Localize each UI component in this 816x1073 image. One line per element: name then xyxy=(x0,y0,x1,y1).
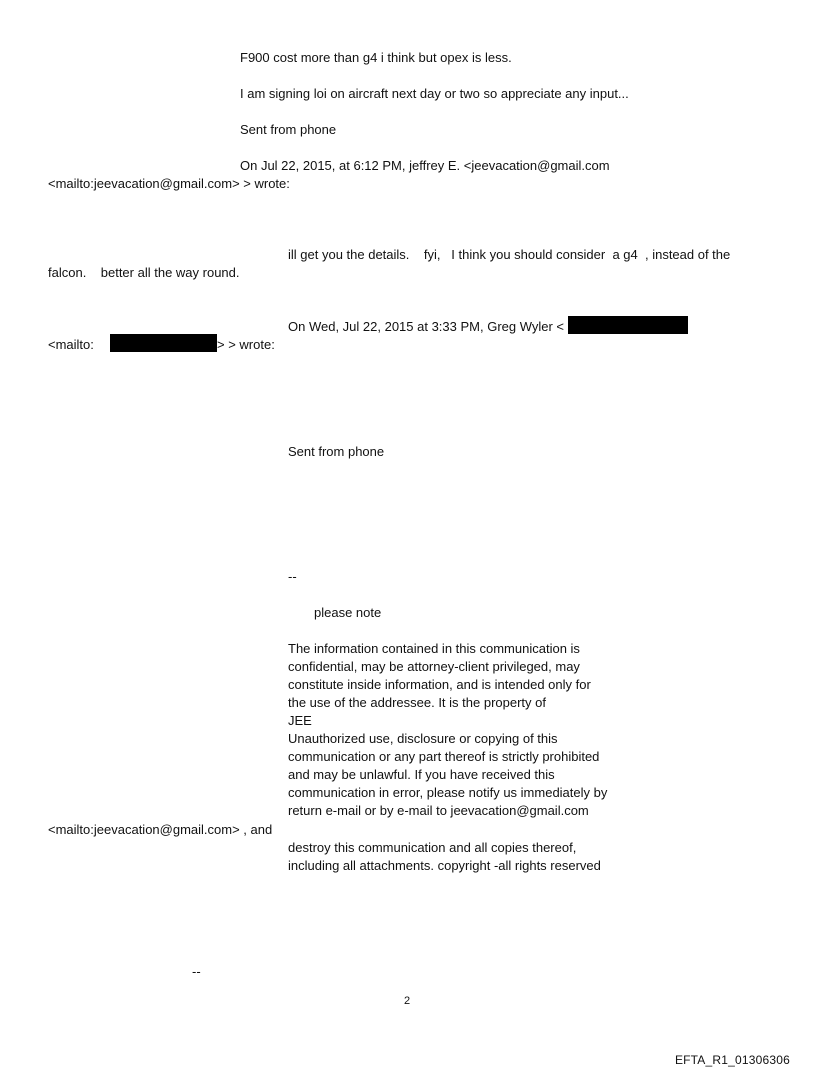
redaction-box xyxy=(110,334,217,352)
bates-number: EFTA_R1_01306306 xyxy=(674,1053,790,1067)
notice-line: communication in error, please notify us immediately by xyxy=(288,785,608,800)
quote-mailto-2-suffix: > > wrote: xyxy=(217,337,275,352)
signature-separator: -- xyxy=(288,569,297,584)
notice-line: constitute inside information, and is intended only for xyxy=(288,677,591,692)
notice-tail-line: including all attachments. copyright -all rights reserved xyxy=(288,858,601,873)
reply-line-2: falcon. better all the way round. xyxy=(48,265,240,280)
notice-line: the use of the addressee. It is the property of xyxy=(288,695,546,710)
quote-header-1: On Jul 22, 2015, at 6:12 PM, jeffrey E. <jeevacation@gmail.com xyxy=(240,158,610,173)
notice-line: communication or any part thereof is strictly prohibited xyxy=(288,749,600,764)
notice-line: The information contained in this communication is xyxy=(288,641,580,656)
signature-separator: -- xyxy=(192,964,201,979)
quote-header-2: On Wed, Jul 22, 2015 at 3:33 PM, Greg Wyler < xyxy=(288,319,565,334)
notice-line: return e-mail or by e-mail to jeevacation@gmail.com xyxy=(288,803,589,818)
page-number: 2 xyxy=(404,995,411,1007)
line-signing: I am signing loi on aircraft next day or two so appreciate any input... xyxy=(240,86,629,101)
quote-mailto-1: <mailto:jeevacation@gmail.com> > wrote: xyxy=(48,176,290,191)
sent-from-phone: Sent from phone xyxy=(240,122,337,137)
notice-line: Unauthorized use, disclosure or copying of this xyxy=(288,731,558,746)
notice-mailto: <mailto:jeevacation@gmail.com> , and xyxy=(48,822,273,837)
sent-from-phone: Sent from phone xyxy=(288,444,385,459)
notice-line: JEE xyxy=(288,713,312,728)
quote-mailto-2-prefix: <mailto: xyxy=(48,337,94,352)
redaction-box xyxy=(568,316,688,334)
confidentiality-notice xyxy=(288,640,607,820)
notice-line: confidential, may be attorney-client privileged, may xyxy=(288,659,580,674)
reply-line-1: ill get you the details. fyi, I think you should consider a g4 , instead of the xyxy=(288,247,731,262)
notice-line: and may be unlawful. If you have received this xyxy=(288,767,555,782)
notice-tail-line: destroy this communication and all copies thereof, xyxy=(288,840,577,855)
please-note-heading: please note xyxy=(314,605,382,620)
line-f900: F900 cost more than g4 i think but opex is less. xyxy=(240,50,512,65)
